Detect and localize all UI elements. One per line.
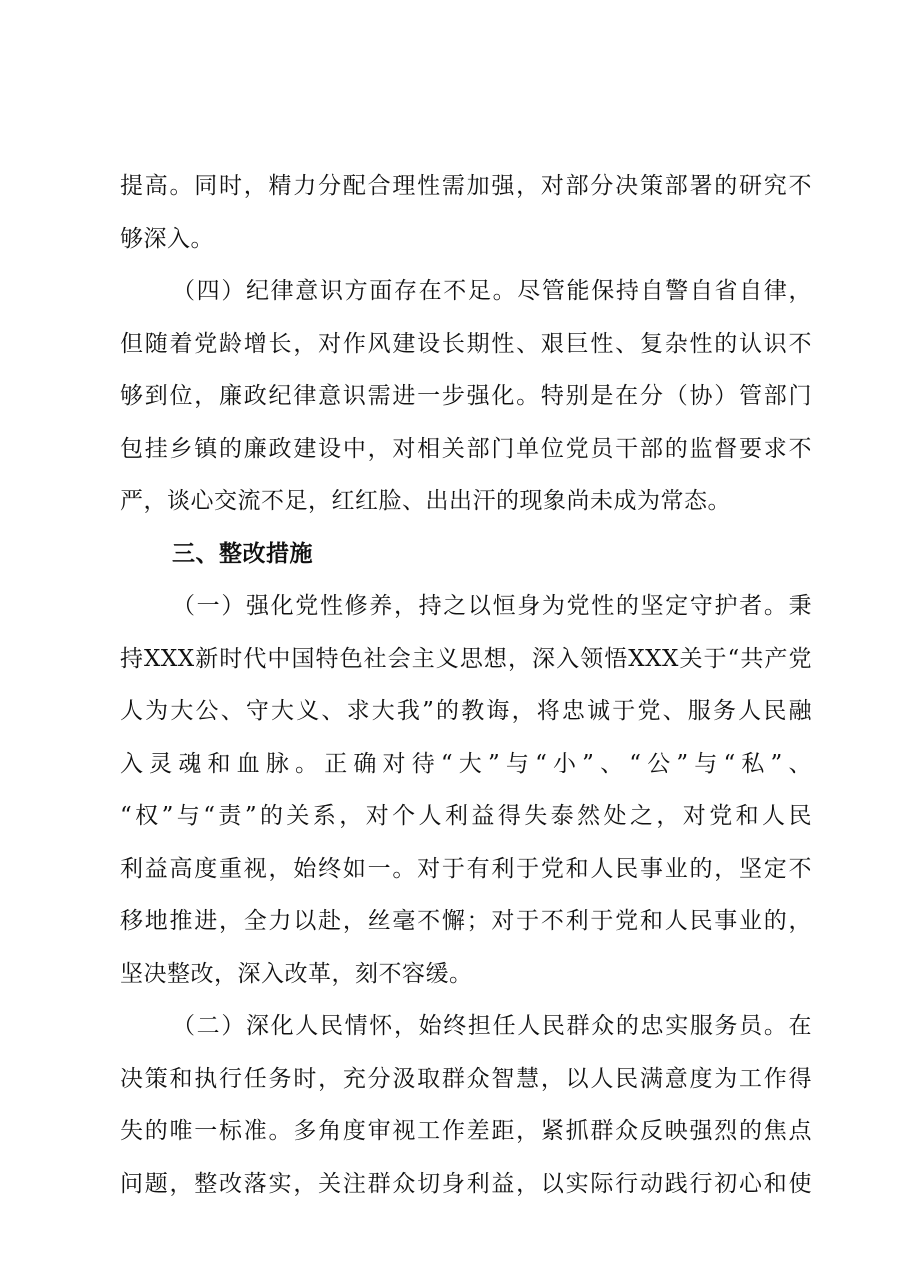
text-line: 持XXX新时代中国特色社会主义思想，深入领悟XXX关于“共产党 [120,645,812,672]
text-line: 问题，整改落实，关注群众切身利益，以实际行动践行初心和使 [120,1170,812,1197]
text-line: “权”与“责”的关系，对个人利益得失泰然处之，对党和人民 [120,803,812,829]
text-line: 够深入。 [120,225,214,252]
section-heading: 三、整改措施 [172,540,313,567]
text-line: 人为大公、守大义、求大我”的教诲，将忠诚于党、服务人民融 [120,698,812,724]
text-line: 提高。同时，精力分配合理性需加强，对部分决策部署的研究不 [120,173,812,199]
paragraph-start-line: （一）强化党性修养，持之以恒身为党性的坚定守护者。秉 [172,593,812,619]
paragraph-start-line: （四）纪律意识方面存在不足。尽管能保持自警自省自律， [172,278,812,304]
text-line: 失的唯一标准。多角度审视工作差距，紧抓群众反映强烈的焦点 [120,1118,812,1144]
paragraph-start-line: （二）深化人民情怀，始终担任人民群众的忠实服务员。在 [172,1013,812,1039]
text-line: 严，谈心交流不足，红红脸、出出汗的现象尚未成为常态。 [120,488,731,514]
text-line: 包挂乡镇的廉政建设中，对相关部门单位党员干部的监督要求不 [120,435,812,462]
text-line: 利益高度重视，始终如一。对于有利于党和人民事业的，坚定不 [120,855,812,882]
text-line: 够到位，廉政纪律意识需进一步强化。特别是在分（协）管部门 [120,383,812,409]
document-body [120,160,812,1210]
text-line: 但随着党龄增长，对作风建设长期性、艰巨性、复杂性的认识不 [120,330,812,357]
text-line: 决策和执行任务时，充分汲取群众智慧，以人民满意度为工作得 [120,1065,812,1092]
text-line: 入灵魂和血脉。正确对待“大”与“小”、“公”与“私”、 [120,750,812,777]
text-line: 移地推进，全力以赴，丝毫不懈；对于不利于党和人民事业的， [120,908,812,934]
text-line: 坚决整改，深入改革，刻不容缓。 [120,960,473,987]
